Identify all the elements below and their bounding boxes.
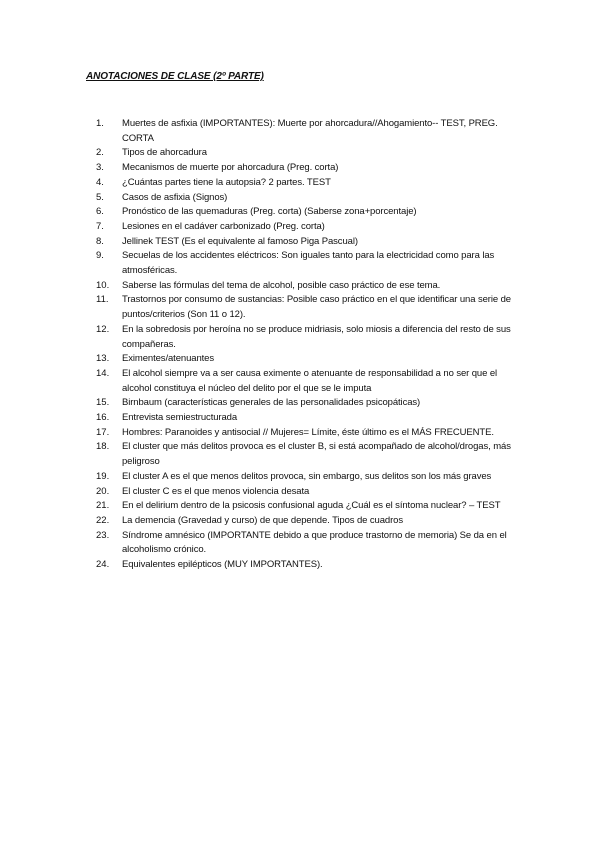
- list-item-number: 23.: [96, 529, 110, 541]
- list-item-number: 19.: [96, 470, 110, 482]
- list-item-number: 5.: [96, 191, 104, 203]
- list-item-text: En el delirium dentro de la psicosis confusional aguda ¿Cuál es el síntoma nuclear? – TEST: [122, 500, 501, 512]
- list-item: [96, 117, 516, 146]
- list-item-number: 1.: [96, 118, 104, 129]
- list-item-number: 18.: [96, 441, 110, 453]
- notes-list: [96, 117, 516, 573]
- list-item-text: Jellinek TEST (Es el equivalente al famoso Piga Pascual): [122, 235, 358, 247]
- list-item-number: 12.: [96, 323, 110, 335]
- list-item-text: Casos de asfixia (Signos): [122, 191, 228, 203]
- list-item-text: Pronóstico de las quemaduras (Preg. corta) (Saberse zona+porcentaje): [122, 206, 417, 218]
- list-item-number: 6.: [96, 206, 104, 218]
- list-item: [96, 411, 516, 426]
- list-item-number: 14.: [96, 367, 110, 379]
- list-item: [96, 440, 516, 469]
- list-item-text: El cluster C es el que menos violencia desata: [122, 485, 310, 497]
- list-item-text: Secuelas de los accidentes eléctricos: Son iguales tanto para la electricidad como para las atmosféricas.: [122, 250, 495, 277]
- list-item-number: 3.: [96, 162, 104, 174]
- list-item: [96, 499, 516, 514]
- list-item-text: Birnbaum (características generales de las personalidades psicopáticas): [122, 397, 421, 409]
- list-item-text: El cluster que más delitos provoca es el cluster B, si está acompañado de alcohol/drogas, más peligroso: [122, 441, 511, 468]
- list-item-text: Tipos de ahorcadura: [122, 147, 207, 159]
- list-item-number: 20.: [96, 485, 110, 497]
- list-item: [96, 352, 516, 367]
- list-item-number: 10.: [96, 279, 110, 291]
- list-item-number: 9.: [96, 250, 104, 262]
- list-item: [96, 396, 516, 411]
- list-item: [96, 161, 516, 176]
- list-item: [96, 205, 516, 220]
- document-title: ANOTACIONES DE CLASE (2º PARTE): [86, 71, 264, 82]
- list-item-text: Síndrome amnésico (IMPORTANTE debido a que produce trastorno de memoria) Se da en el alcoholismo crónico.: [122, 529, 507, 556]
- list-item: [96, 249, 516, 278]
- list-item-text: Trastornos por consumo de sustancias: Posible caso práctico en el que identificar una serie de puntos/criterios (Son 11 o 12).: [122, 294, 511, 321]
- list-item: [96, 367, 516, 396]
- list-item-number: 16.: [96, 412, 110, 424]
- list-item-number: 22.: [96, 514, 110, 526]
- list-item-text: Muertes de asfixia (IMPORTANTES): Muerte por ahorcadura//Ahogamiento-- TEST, PREG. CORTA: [122, 118, 498, 144]
- list-item-text: Equivalentes epilépticos (MUY IMPORTANTES).: [122, 559, 323, 571]
- list-item-text: Eximentes/atenuantes: [122, 353, 215, 365]
- list-item: [96, 529, 516, 558]
- list-item-text: La demencia (Gravedad y curso) de que depende. Tipos de cuadros: [122, 514, 403, 526]
- list-item: [96, 146, 516, 161]
- list-item: [96, 558, 516, 573]
- list-item-text: ¿Cuántas partes tiene la autopsia? 2 partes. TEST: [122, 176, 331, 188]
- list-item-number: 7.: [96, 220, 104, 232]
- list-item: [96, 191, 516, 206]
- list-item-number: 11.: [96, 294, 109, 306]
- list-item-text: Saberse las fórmulas del tema de alcohol, posible caso práctico de ese tema.: [122, 279, 441, 291]
- list-item: [96, 220, 516, 235]
- list-item-text: Mecanismos de muerte por ahorcadura (Preg. corta): [122, 162, 339, 174]
- list-item: [96, 293, 516, 322]
- list-item-text: El cluster A es el que menos delitos provoca, sin embargo, sus delitos son los más graves: [122, 470, 492, 482]
- list-item-text: Lesiones en el cadáver carbonizado (Preg. corta): [122, 220, 325, 232]
- list-item-number: 4.: [96, 176, 104, 188]
- list-item-number: 15.: [96, 397, 110, 409]
- list-item-number: 13.: [96, 353, 110, 365]
- list-item: [96, 470, 516, 485]
- list-item-number: 8.: [96, 235, 104, 247]
- list-item: [96, 323, 516, 352]
- list-item: [96, 485, 516, 500]
- list-item-text: El alcohol siempre va a ser causa eximente o atenuante de responsabilidad a no ser que el alcohol constituya el núcleo del delito por el que se le imputa: [122, 367, 498, 394]
- list-item-text: En la sobredosis por heroína no se produce midriasis, solo miosis a diferencia del resto de sus compañeras.: [122, 323, 511, 350]
- list-item: [96, 426, 516, 441]
- list-item-text: Entrevista semiestructurada: [122, 412, 238, 424]
- list-item: [96, 176, 516, 191]
- list-item-number: 2.: [96, 147, 104, 159]
- list-item-text: Hombres: Paranoides y antisocial // Mujeres= Límite, éste último es el MÁS FRECUENTE.: [122, 426, 494, 438]
- list-item-number: 17.: [96, 426, 110, 438]
- list-item-number: 24.: [96, 559, 110, 571]
- list-item: [96, 235, 516, 250]
- list-item: [96, 279, 516, 294]
- list-item-number: 21.: [96, 500, 110, 512]
- list-item: [96, 514, 516, 529]
